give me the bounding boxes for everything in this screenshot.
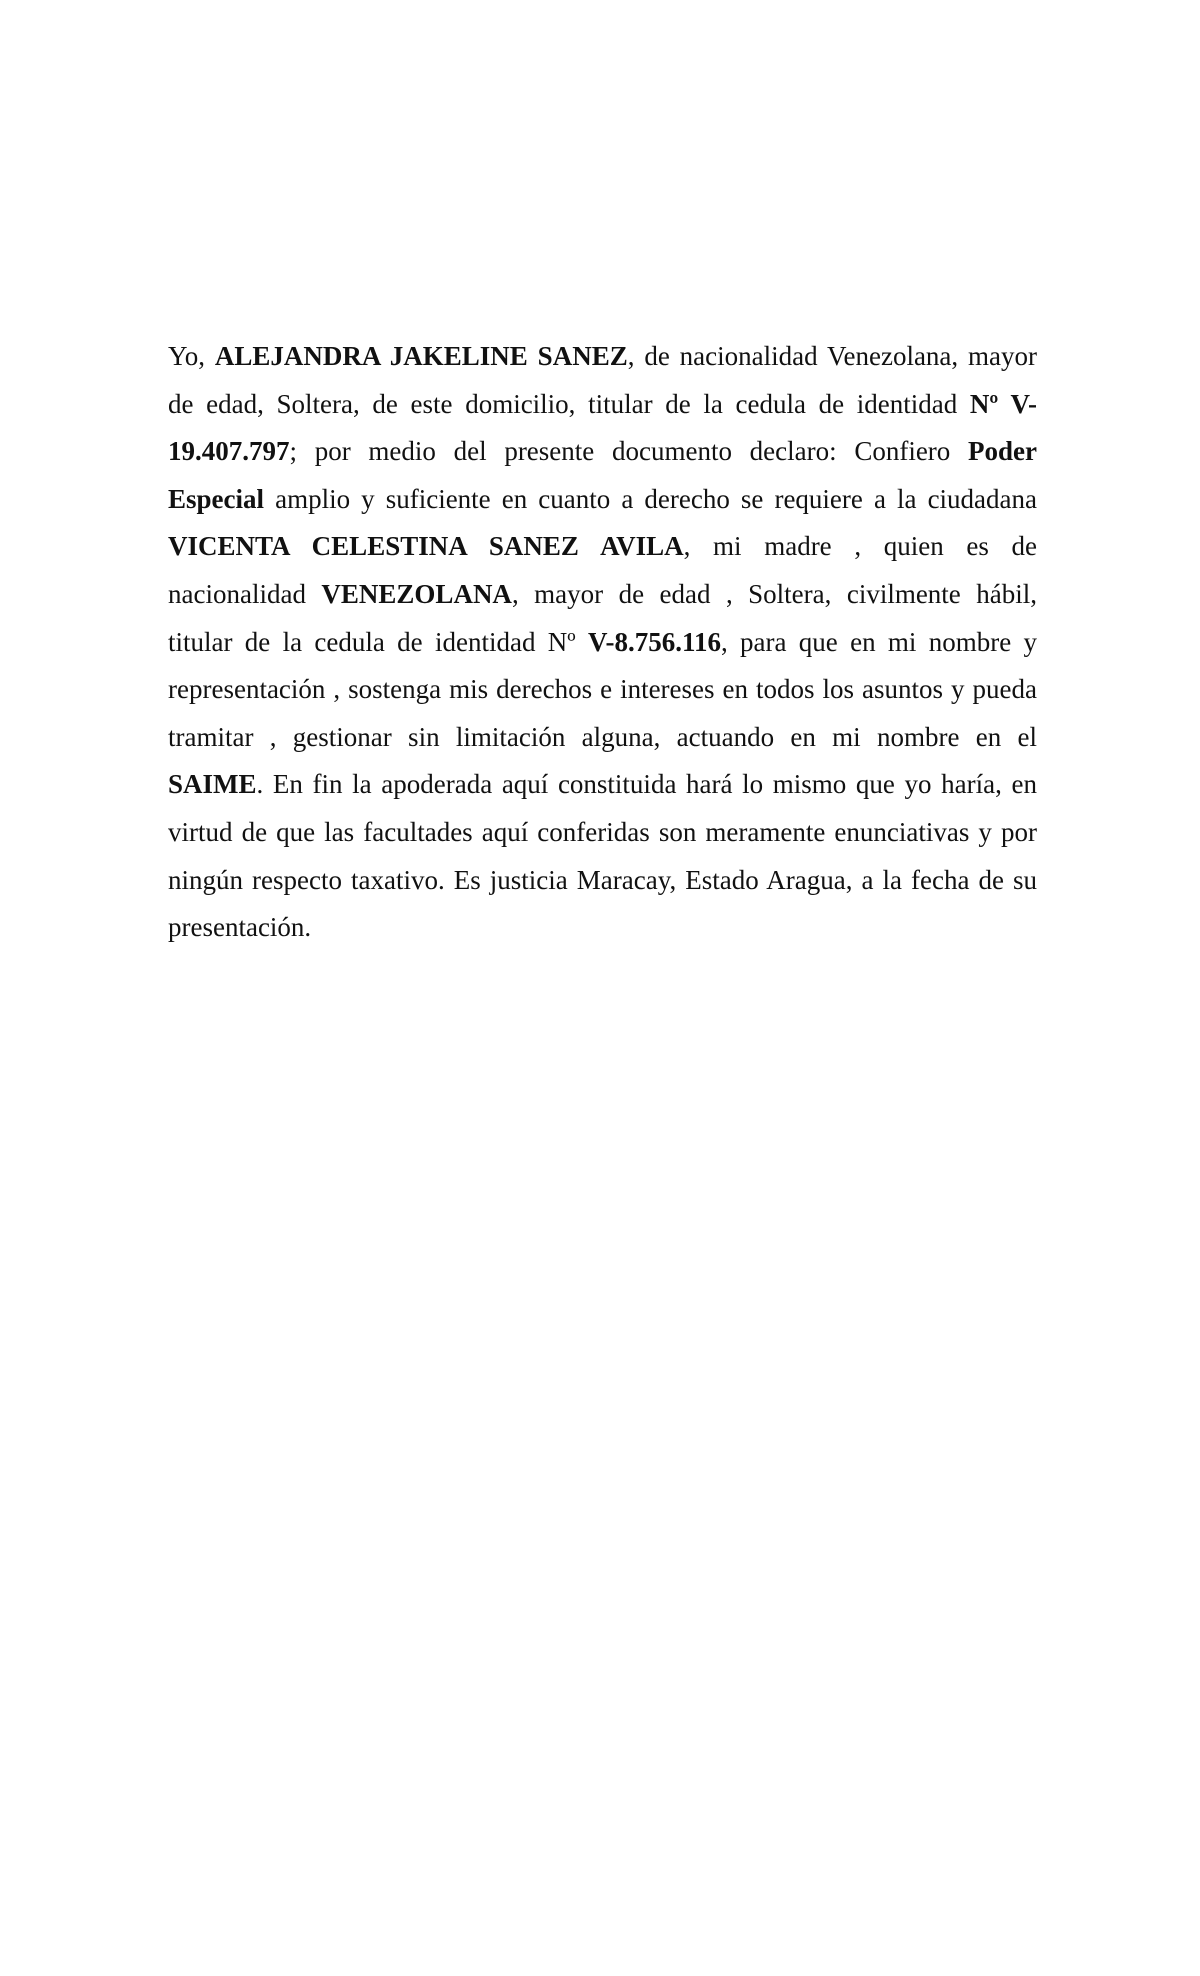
- grantor-id-number: Nº V-19.407.797: [168, 388, 1037, 467]
- grantor-name: ALEJANDRA JAKELINE SANEZ: [214, 341, 628, 371]
- text-run: , mayor de edad , Soltera, civilmente hábil, titular de la cedula de identidad Nº: [168, 578, 1037, 657]
- attorney-id-number: V-8.756.116: [587, 626, 721, 657]
- text-run: ; por medio del presente documento declaro: Confiero: [289, 436, 969, 467]
- power-type: Poder Especial: [168, 436, 1037, 514]
- declaration-paragraph: [168, 333, 1037, 952]
- agency-name: SAIME: [168, 769, 257, 800]
- text-run: , mi madre , quien es de nacionalidad: [168, 531, 1037, 609]
- text-run: Yo,: [168, 341, 215, 371]
- attorney-nationality: VENEZOLANA: [321, 578, 512, 609]
- text-run: . En fin la apoderada aquí constituida hará lo mismo que yo haría, en virtud de que las facultades aquí conferidas son meramente enunciativas y por ningún respecto taxativo. Es justicia Maracay, Estado Aragua, a la fecha de su presentación.: [168, 769, 1037, 943]
- text-run: , para que en mi nombre y representación , sostenga mis derechos e intereses en todos los asuntos y pueda tramitar , gestionar sin limitación alguna, actuando en mi nombre en el: [168, 626, 1038, 752]
- attorney-name: VICENTA CELESTINA SANEZ AVILA: [168, 531, 684, 562]
- text-run: , de nacionalidad Venezolana, mayor de edad, Soltera, de este domicilio, titular de la cedula de identidad: [168, 341, 1037, 419]
- text-run: amplio y suficiente en cuanto a derecho se requiere a la ciudadana: [264, 483, 1037, 514]
